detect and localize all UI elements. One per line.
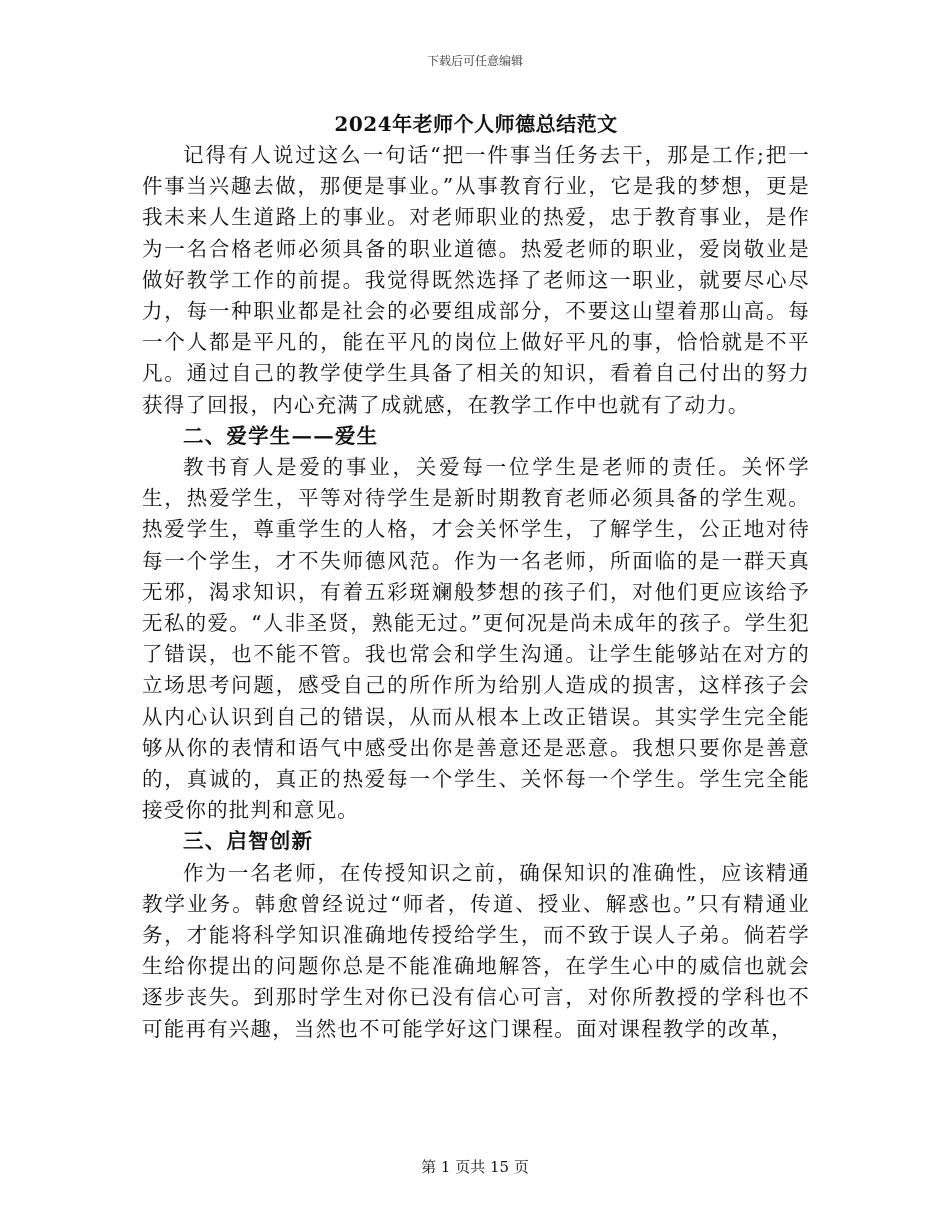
paragraph-intro: 记得有人说过这么一句话“把一件事当任务去干，那是工作;把一件事当兴趣去做，那便是事业。”从事教育行业，它是我的梦想，更是我未来人生道路上的事业。对老师职业的热爱，忠于教育事业，是作为一名合格老师必须具备的职业道德。热爱老师的职业，爱岗敬业是做好教学工作的前提。我觉得既然选择了老师这一职业，就要尽心尽力，每一种职业都是社会的必要组成部分，不要这山望着那山高。每一个人都是平凡的，能在平凡的岗位上做好平凡的事，恰恰就是不平凡。通过自己的教学使学生具备了相关的知识，看着自己付出的努力获得了回报，内心充满了成就感，在教学工作中也就有了动力。 — [142, 143, 810, 417]
page-number-footer: 第 1 页共 15 页 — [421, 1158, 529, 1176]
paragraph-love-students: 教书育人是爱的事业，关爱每一位学生是老师的责任。关怀学生，热爱学生，平等对待学生是新时期教育老师必须具备的学生观。热爱学生，尊重学生的人格，才会关怀学生，了解学生，公正地对待每一个学生，才不失师德风范。作为一名老师，所面临的是一群天真无邪，渴求知识，有着五彩斑斓般梦想的孩子们，对他们更应该给予无私的爱。“人非圣贤，熟能无过。”更何况是尚未成年的孩子。学生犯了错误，也不能不管。我也常会和学生沟通。让学生能够站在对方的立场思考问题，感受自己的所作所为给别人造成的损害，这样孩子会从内心认识到自己的错误，从而从根本上改正错误。其实学生完全能够从你的表情和语气中感受出你是善意还是恶意。我想只要你是善意的，真诚的，真正的热爱每一个学生、关怀每一个学生。学生完全能接受你的批判和意见。 — [142, 455, 810, 823]
section-heading-love-students: 二、爱学生——爱生 — [183, 423, 379, 448]
document-title: 2024年老师个人师德总结范文 — [334, 112, 618, 136]
paragraph-innovation: 作为一名老师，在传授知识之前，确保知识的准确性，应该精通教学业务。韩愈曾经说过“师者，传道、授业、解惑也。”只有精通业务，才能将科学知识准确地传授给学生，而不致于误人子弟。倘若学生给你提出的问题你总是不能准确地解答，在学生心中的威信也就会逐步丧失。到那时学生对你已没有信心可言，对你所教授的学科也不可能再有兴趣，当然也不可能学好这门课程。面对课程教学的改革， — [142, 860, 810, 1041]
document-body — [142, 108, 810, 1045]
page-header-note: 下载后可任意编辑 — [426, 54, 523, 68]
section-heading-innovation: 三、启智创新 — [183, 829, 314, 854]
